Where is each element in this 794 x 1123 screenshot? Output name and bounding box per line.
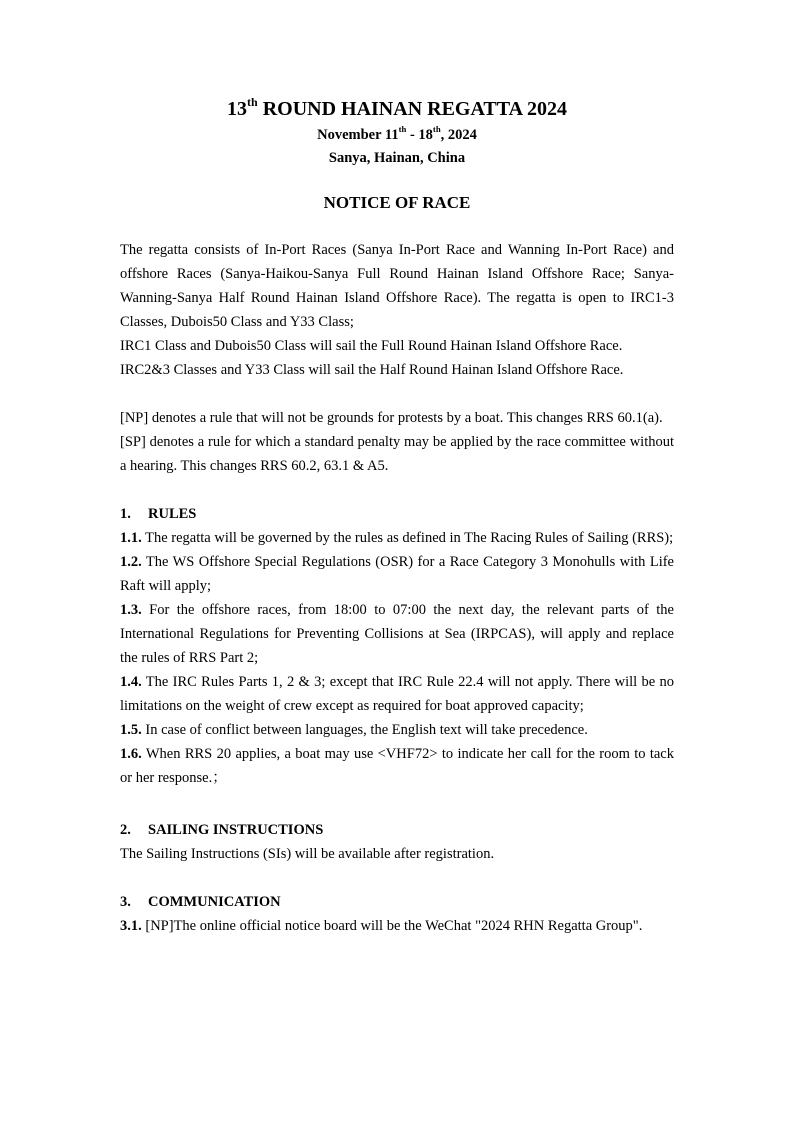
sailing-instructions-text: The Sailing Instructions (SIs) will be available after registration. (120, 846, 495, 862)
document-page (120, 96, 674, 938)
rule-item: 1.6. When RRS 20 applies, a boat may use <VHF72> to indicate her call for the room to tack or her response.； (120, 746, 674, 786)
section-rules-heading: 1. RULES (120, 506, 197, 522)
rule-item: 1.3. For the offshore races, from 18:00 to 07:00 the next day, the relevant parts of the International Regulations for Preventing Collisions at Sea (IRPCAS), will apply and replace the rules of RRS Part 2; (120, 602, 674, 666)
rule-item: 1.2. The WS Offshore Special Regulations (OSR) for a Race Category 3 Monohulls with Life Raft will apply; (120, 554, 674, 594)
rule-item: 1.1. The regatta will be governed by the rules as defined in The Racing Rules of Sailing (RRS); (120, 530, 674, 546)
regatta-dates: November 11th - 18th, 2024 (317, 123, 477, 143)
rule-item: 1.5. In case of conflict between languages, the English text will take precedence. (120, 722, 588, 738)
section-sailing-instructions-heading: 2. SAILING INSTRUCTIONS (120, 822, 324, 838)
sp-definition: [SP] denotes a rule for which a standard penalty may be applied by the race committee without a hearing. This changes RRS 60.2, 63.1 & A5. (120, 434, 674, 474)
np-definition: [NP] denotes a rule that will not be grounds for protests by a boat. This changes RRS 60.1(a). (120, 410, 663, 426)
rule-item: 1.4. The IRC Rules Parts 1, 2 & 3; except that IRC Rule 22.4 will not apply. There will be no limitations on the weight of crew except as required for boat approved capacity; (120, 674, 674, 714)
intro-half-round-line: IRC2&3 Classes and Y33 Class will sail the Half Round Hainan Island Offshore Race. (120, 362, 624, 378)
section-communication-heading: 3. COMMUNICATION (120, 894, 281, 910)
communication-item: 3.1. [NP]The online official notice board will be the WeChat "2024 RHN Regatta Group". (120, 918, 643, 934)
document-title: NOTICE OF RACE (323, 193, 471, 212)
intro-paragraph: The regatta consists of In-Port Races (Sanya In-Port Race and Wanning In-Port Race) and offshore Races (Sanya-Haikou-Sanya Full Round Hainan Island Offshore Race; Sanya-Wanning-Sanya Half Round Hainan Island Offshore Race). The regatta is open to IRC1-3 Classes, Dubois50 Class and Y33 Class; (120, 242, 674, 330)
intro-full-round-line: IRC1 Class and Dubois50 Class will sail the Full Round Hainan Island Offshore Race. (120, 338, 623, 354)
regatta-location: Sanya, Hainan, China (328, 150, 466, 166)
regatta-title: 13th ROUND HAINAN REGATTA 2024 (227, 94, 567, 120)
